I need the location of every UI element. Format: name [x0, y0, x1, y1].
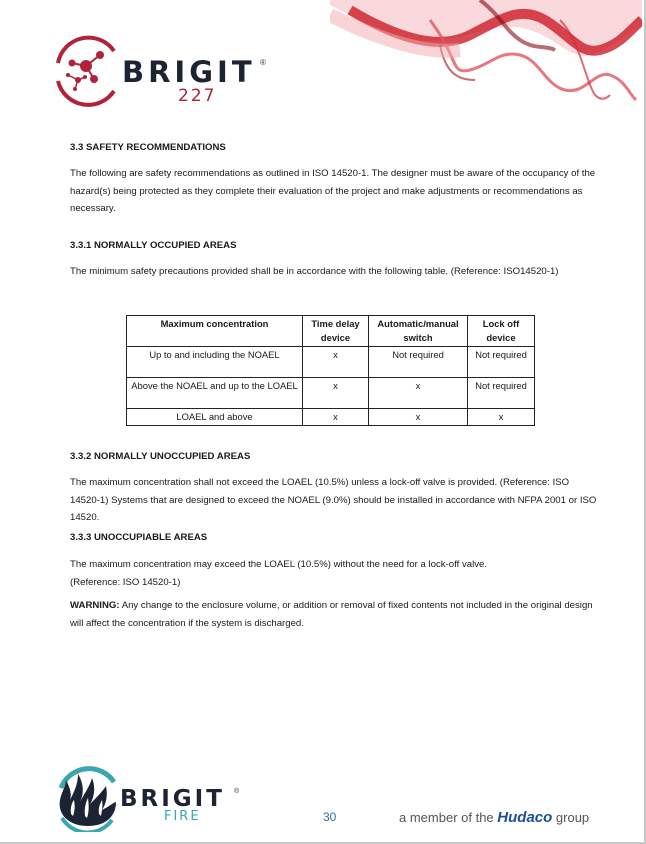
- section-body-3-3-1: The minimum safety precautions provided shall be in accordance with the following table. (Reference: ISO14520-1): [70, 266, 559, 277]
- header-auto-manual: Automatic/manual switch: [369, 316, 468, 347]
- section-heading-3-3: 3.3 SAFETY RECOMMENDATIONS: [70, 142, 226, 153]
- hudaco-logo-text: Hudaco: [497, 809, 553, 826]
- table-cell: x: [303, 409, 369, 426]
- table-cell: x: [369, 409, 468, 426]
- section-body-3-3: The following are safety recommendations as outlined in ISO 14520-1. The designer must be aware of the occupancy of the hazard(s) being protected as they complete their evaluation of the project and make adjustments or recommendations as necessary.: [70, 168, 596, 214]
- logo-sub-text: 227: [178, 86, 217, 106]
- section-body-3-3-3-line1: The maximum concentration may exceed the LOAEL (10.5%) without the need for a lock-off valve.: [70, 559, 488, 570]
- section-heading-3-3-2: 3.3.2 NORMALLY UNOCCUPIED AREAS: [70, 451, 251, 462]
- footer-registered-mark: ®: [234, 788, 240, 795]
- member-prefix: a member of the: [399, 810, 498, 825]
- flame-icon: [56, 766, 120, 832]
- table-row: [127, 409, 535, 426]
- warning-text: Any change to the enclosure volume, or addition or removal of fixed contents not included in the original design will affect the concentration if the system is discharged.: [70, 600, 593, 629]
- logo-brand-text: BRIGIT: [122, 55, 256, 89]
- section-body-3-3-3: [70, 556, 600, 591]
- registered-mark: ®: [260, 58, 266, 67]
- member-suffix: group: [552, 810, 590, 825]
- table-row: [127, 378, 535, 409]
- red-smoke-graphic: [330, 0, 642, 140]
- table-cell: x: [468, 409, 535, 426]
- brigit-fire-logo: [56, 766, 256, 832]
- header-max-concentration: Maximum concentration: [127, 316, 303, 347]
- table-cell: x: [369, 378, 468, 409]
- brigit-227-logo: [52, 33, 282, 108]
- member-of-group-text: [399, 809, 589, 826]
- footer-logo-sub-text: FIRE: [164, 809, 201, 824]
- section-heading-3-3-1: 3.3.1 NORMALLY OCCUPIED AREAS: [70, 240, 237, 251]
- table-cell: Up to and including the NOAEL: [127, 347, 303, 378]
- table-header-row: [127, 316, 535, 347]
- table-cell: Not required: [468, 378, 535, 409]
- header-time-delay: Time delay device: [303, 316, 369, 347]
- table-cell: x: [303, 378, 369, 409]
- header-lock-off: Lock off device: [468, 316, 535, 347]
- section-body-3-3-3-line2: (Reference: ISO 14520-1): [70, 576, 181, 588]
- table-row: [127, 347, 535, 378]
- footer-logo-brand-text: BRIGIT: [120, 786, 225, 812]
- table-cell: x: [303, 347, 369, 378]
- section-heading-3-3-3: 3.3.3 UNOCCUPIABLE AREAS: [70, 532, 208, 543]
- molecule-icon: [52, 33, 124, 108]
- table-cell: Above the NOAEL and up to the LOAEL: [127, 378, 303, 409]
- warning-paragraph: [70, 597, 600, 632]
- table-cell: LOAEL and above: [127, 409, 303, 426]
- warning-label: WARNING:: [70, 600, 120, 611]
- table-cell: Not required: [369, 347, 468, 378]
- table-cell: Not required: [468, 347, 535, 378]
- page-number: 30: [323, 810, 337, 824]
- safety-precautions-table: [126, 315, 535, 426]
- section-body-3-3-2: The maximum concentration shall not exceed the LOAEL (10.5%) unless a lock-off valve is provided. (Reference: ISO 14520-1) Systems that are designed to exceed the NOAEL (9.0%) should be installed in accordance with NFPA 2001 or ISO 14520.: [70, 477, 597, 523]
